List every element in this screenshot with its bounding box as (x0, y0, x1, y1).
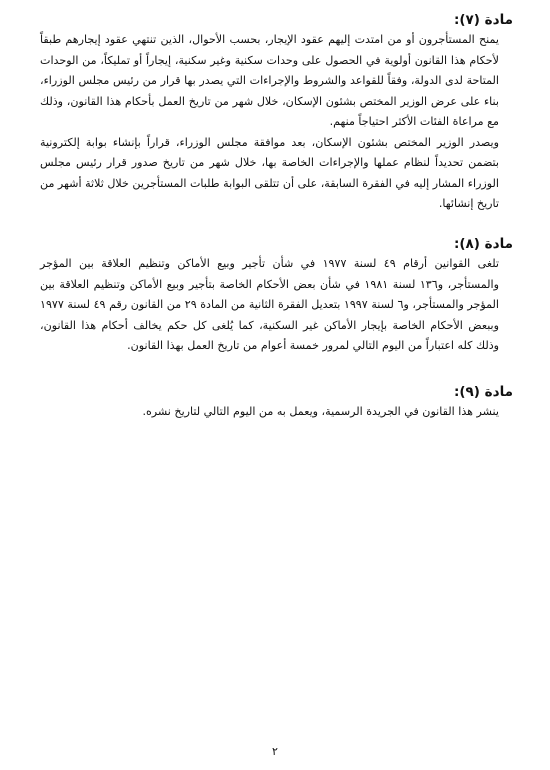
article-8-heading: مادة (٨): (453, 236, 513, 252)
article-7-paragraph-1: يمنح المستأجرون أو من امتدت إليهم عقود الإيجار، بحسب الأحوال، الذين تنتهي عقود إيجارهم طبقاً لأحكام هذا القانون أولوية في الحصول على وحدات سكنية وغير سكنية، إيجاراً أو تمليكاً، من الوحدات المتاحة لدى الدولة، وفقاً للقواعد والشروط والإجراءات التي يصدر بها قرار من رئيس مجلس الوزراء، بناء على عرض الوزير المختص بشئون الإسكان، خلال شهر من تاريخ العمل بأحكام هذا القانون، وذلك مع مراعاة الفئات الأكثر احتياجاً منهم. (40, 33, 499, 128)
article-9-body (40, 402, 513, 423)
page-number: ٢ (272, 745, 278, 758)
article-7 (40, 10, 513, 215)
article-7-paragraph-2: ويصدر الوزير المختص بشئون الإسكان، بعد موافقة مجلس الوزراء، قراراً بإنشاء بوابة إلكترونية بتضمن تحديداً لنظام عملها والإجراءات الخاصة بها، خلال شهر من تاريخ صدور قرار رئيس مجلس الوزراء المشار إليه في الفقرة السابقة، على أن تتلقى البوابة طلبات المستأجرين خلال ثلاثة أشهر من تاريخ إنشائها. (40, 135, 499, 210)
article-7-body (40, 30, 513, 215)
article-7-heading: مادة (٧): (453, 12, 513, 28)
article-8-paragraph-1: تلغى القوانين أرقام ٤٩ لسنة ١٩٧٧ في شأن تأجير وبيع الأماكن وتنظيم العلاقة بين المؤجر والمستأجر، و١٣٦ لسنة ١٩٨١ في شأن بعض الأحكام الخاصة بتأجير وبيع الأماكن وتنظيم العلاقة بين المؤجر والمستأجر، و٦ لسنة ١٩٩٧ بتعديل الفقرة الثانية من المادة ٢٩ من القانون رقم ٤٩ لسنة ١٩٧٧ وببعض الأحكام الخاصة بإيجار الأماكن غير السكنية، كما يُلغى كل حكم يخالف أحكام هذا القانون، وذلك كله اعتباراً من اليوم التالي لمرور خمسة أعوام من تاريخ العمل بهذا القانون. (40, 257, 500, 352)
article-8-body (40, 254, 513, 357)
article-9-paragraph-1: ينشر هذا القانون في الجريدة الرسمية، ويعمل به من اليوم التالي لتاريخ نشره. (142, 405, 499, 418)
article-8 (40, 234, 513, 357)
article-9-heading: مادة (٩): (453, 384, 513, 400)
article-9 (40, 382, 513, 423)
